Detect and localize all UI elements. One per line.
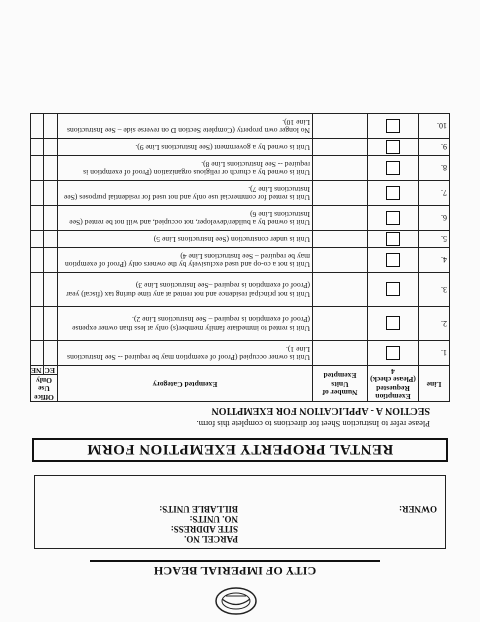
category-description: Unit is owned by a builder/developer, not occupied, and will not be rented (See Instructions Line 6): [58, 206, 313, 231]
col-ne: NE: [31, 366, 45, 376]
table-row: [31, 114, 450, 139]
exemption-table: [30, 113, 450, 402]
ec-cell: [44, 114, 58, 139]
exemption-checkbox[interactable]: [386, 283, 400, 297]
category-description: No longer own property (Complete Section D on reverse side – See Instructions Line 10).: [58, 114, 313, 139]
row-line-number: 7.: [419, 181, 450, 206]
exemption-rows: [31, 114, 450, 366]
col-ec: EC: [44, 366, 58, 376]
ec-cell: [44, 139, 58, 156]
table-row: [31, 248, 450, 273]
exemption-checkbox[interactable]: [386, 346, 400, 360]
row-line-number: 4.: [419, 248, 450, 273]
exemption-checkbox[interactable]: [386, 186, 400, 200]
ne-cell: [31, 139, 45, 156]
col-exemption-requested: Exemption Requested (Please check) 4: [368, 366, 419, 402]
category-description: Unit is owned by a government (See Instructions Line 9).: [58, 139, 313, 156]
ec-cell: [44, 181, 58, 206]
exemption-checkbox[interactable]: [386, 211, 400, 225]
category-description: Unit is rented to immediate family member(s) only at less than owner expense (Proof of exemption is required – See Instructions Line 2).: [58, 307, 313, 341]
ne-cell: [31, 181, 45, 206]
col-units-exempted: Number of Units Exempted: [313, 366, 368, 402]
table-row: [31, 181, 450, 206]
owner-label: OWNER:: [399, 504, 437, 514]
ec-cell: [44, 248, 58, 273]
units-exempted-cell[interactable]: [313, 248, 368, 273]
instruction-text: Please refer to Instruction Sheet for directions to complete this form.: [196, 419, 430, 429]
ne-cell: [31, 273, 45, 307]
city-title: CITY OF IMPERIAL BEACH: [153, 564, 317, 578]
ne-cell: [31, 307, 45, 341]
ec-cell: [44, 206, 58, 231]
ec-cell: [44, 307, 58, 341]
row-line-number: 8.: [419, 156, 450, 181]
units-exempted-cell[interactable]: [313, 341, 368, 366]
row-line-number: 3.: [419, 273, 450, 307]
section-title: SECTION A - APPLICATION FOR EXEMPTION: [211, 405, 430, 416]
ec-cell: [44, 231, 58, 248]
ne-cell: [31, 341, 45, 366]
row-line-number: 9.: [419, 139, 450, 156]
exemption-checkbox[interactable]: [386, 317, 400, 331]
category-description: Unit is under construction (See Instructions Line 5): [58, 231, 313, 248]
exemption-checkbox[interactable]: [386, 119, 400, 133]
ne-cell: [31, 248, 45, 273]
ec-cell: [44, 341, 58, 366]
col-category: Exempted Category: [58, 366, 313, 402]
table-row: [31, 156, 450, 181]
parcel-info: [159, 504, 238, 544]
ec-cell: [44, 156, 58, 181]
no-units-label: NO. UNITS:: [189, 514, 238, 524]
row-line-number: 2.: [419, 307, 450, 341]
divider: [90, 560, 380, 562]
ne-cell: [31, 206, 45, 231]
col-office-use: Office Use Only: [31, 375, 58, 402]
row-line-number: 5.: [419, 231, 450, 248]
row-line-number: 10.: [419, 114, 450, 139]
units-exempted-cell[interactable]: [313, 114, 368, 139]
category-description: Unit is owned by a church or religious organization (Proof of exemption is required -- See Instructions Line 8).: [58, 156, 313, 181]
ec-cell: [44, 273, 58, 307]
table-row: [31, 273, 450, 307]
form-title-box: [32, 438, 448, 462]
ne-cell: [31, 156, 45, 181]
owner-info-box: [34, 475, 446, 549]
category-description: Unit is not principal residence and not rented at any time during tax (fiscal) year (Proof of exemption is required –See Instructions Line 3): [58, 273, 313, 307]
units-exempted-cell[interactable]: [313, 181, 368, 206]
units-exempted-cell[interactable]: [313, 206, 368, 231]
table-row: [31, 139, 450, 156]
table-row: [31, 231, 450, 248]
form-title: RENTAL PROPERTY EXEMPTION FORM: [86, 441, 394, 457]
exemption-checkbox[interactable]: [386, 161, 400, 175]
row-line-number: 6.: [419, 206, 450, 231]
parcel-no-label: PARCEL NO.: [184, 534, 238, 544]
table-row: [31, 206, 450, 231]
row-line-number: 1.: [419, 341, 450, 366]
units-exempted-cell[interactable]: [313, 156, 368, 181]
exemption-checkbox[interactable]: [386, 232, 400, 246]
exemption-checkbox[interactable]: [386, 253, 400, 267]
table-row: [31, 341, 450, 366]
units-exempted-cell[interactable]: [313, 307, 368, 341]
ne-cell: [31, 231, 45, 248]
category-description: Unit is owner occupied (Proof of exemption may be required -- See Instructions Line 1).: [58, 341, 313, 366]
billable-units-label: BILLABLE UNITS:: [159, 504, 238, 514]
exemption-checkbox[interactable]: [386, 140, 400, 154]
site-address-label: SITE ADDRESS:: [170, 524, 238, 534]
category-description: Unit is rented for commercial use only and not used for residential purposes (See Instructions Line 7).: [58, 181, 313, 206]
col-line: Line: [419, 366, 450, 402]
city-seal-icon: [214, 586, 258, 616]
table-row: [31, 307, 450, 341]
units-exempted-cell[interactable]: [313, 273, 368, 307]
units-exempted-cell[interactable]: [313, 139, 368, 156]
category-description: Unit is not a co-op and used exclusively by the owners only (Proof of exemption may be required – See Instructions Line 4): [58, 248, 313, 273]
ne-cell: [31, 114, 45, 139]
units-exempted-cell[interactable]: [313, 231, 368, 248]
